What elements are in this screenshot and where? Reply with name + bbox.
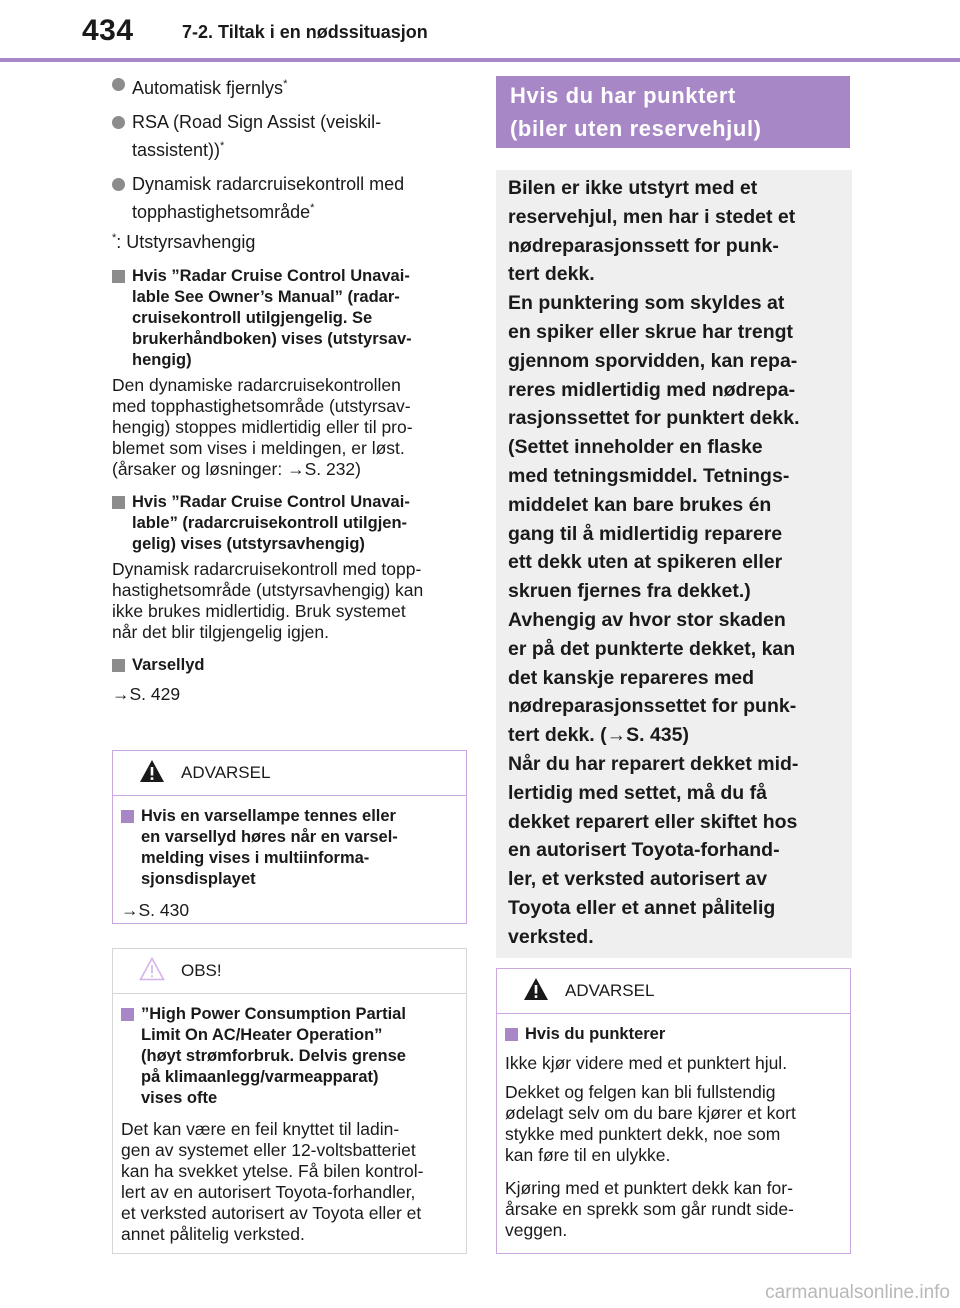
left-column xyxy=(112,72,472,717)
section-body: Det kan være en feil knyttet til ladin- gen av systemet eller 12-voltsbatteriet kan ha svekket ytelse. Få bilen kontrol- lert av en autorisert Toyota-forhandler, et verksted autorisert av Toyota eller et annet pålitelig verksted. xyxy=(121,1119,424,1244)
warning-label: ADVARSEL xyxy=(181,763,271,782)
section-body: Den dynamiske radarcruisekontrollen med topphastighetsområde (utstyrsav- hengig) stoppes midlertidig eller til pro- blemet som vises i meldingen, er løst. (årsaker og løsninger: →S. 232) xyxy=(112,375,413,479)
bullet-text: Dynamisk radarcruisekontroll med xyxy=(132,174,405,194)
section-heading: Hvis ”Radar Cruise Control Unavai- lable” (radarcruisekontroll utilgjen- gelig) vises (utstyrsavhengig) xyxy=(112,492,472,555)
section-heading: Hvis du punkterer xyxy=(505,1024,842,1045)
square-bullet-icon xyxy=(121,810,134,823)
intro-panel: Bilen er ikke utstyrt med et reservehjul, men har i stedet et nødreparasjonssett for punk- tert dekk. En punktering som skyldes at en spiker eller skrue har trengt gjennom sporvidden, kan repa- reres midlertidig med nødrepa- rasjonssettet for punktert dekk. (Settet inneholder en flaske med tetningsmiddel. Tetnings- middelet kan bare brukes én gang til å midlertidig reparere ett dekk uten at spikeren eller skruen fjernes fra dekket.) Avhengig av hvor stor skaden er på det punkterte dekket, kan det kanskje repareres med nødreparasjonssettet for punk- tert dekk. (→S. 435) Når du har reparert dekket mid- lertidig med settet, må du få dekket reparert eller skiftet hos en autorisert Toyota-forhand- ler, et verksted autorisert av Toyota eller et annet pålitelig verksted. xyxy=(496,170,852,958)
header-rule xyxy=(0,58,960,62)
page-number: 434 xyxy=(82,14,134,47)
bullet-dot-icon xyxy=(112,178,125,191)
page-reference[interactable]: tert dekk. (→S. 435) xyxy=(508,724,689,747)
footnote-text: : Utstyrsavhengig xyxy=(116,232,256,252)
bullet-text: topphastighetsområde xyxy=(132,202,311,222)
warning-paragraph: Ikke kjør videre med et punktert hjul. xyxy=(505,1053,788,1073)
bullet-dot-icon xyxy=(112,116,125,129)
square-bullet-icon xyxy=(505,1028,518,1041)
bullet-text: RSA (Road Sign Assist (veiskil- xyxy=(132,112,382,132)
footnote-mark: * xyxy=(112,232,117,244)
bullet-text: tassistent)) xyxy=(132,140,221,160)
warning-paragraph: Dekket og felgen kan bli fullstendig ødelagt selv om du bare kjører et kort stykke med punktert dekk, noe som kan føre til en ulykke. xyxy=(505,1082,796,1165)
page-title: Hvis du har punktert (biler uten reservehjul) xyxy=(496,76,850,148)
square-bullet-icon xyxy=(112,496,125,509)
warning-box-body xyxy=(113,796,466,943)
warning-box-header xyxy=(497,969,850,1014)
caution-triangle-icon xyxy=(139,957,165,981)
warning-box-body xyxy=(497,1014,850,1263)
notice-label: OBS! xyxy=(181,961,222,980)
warning-triangle-icon xyxy=(523,977,549,1001)
footnote-mark: * xyxy=(220,140,225,152)
notice-box-header xyxy=(113,949,466,994)
watermark: carmanualsonline.info xyxy=(765,1282,950,1303)
section-title: 7-2. Tiltak i en nødssituasjon xyxy=(182,22,428,42)
list-item xyxy=(112,172,472,224)
square-bullet-icon xyxy=(112,270,125,283)
list-item xyxy=(112,72,472,100)
page-header xyxy=(0,0,960,62)
footnote xyxy=(112,226,472,254)
section-heading: ”High Power Consumption Partial Limit On AC/Heater Operation” (høyt strømforbruk. Delvis grense på klimaanlegg/varmeapparat) vises ofte xyxy=(121,1004,458,1109)
warning-box-header xyxy=(113,751,466,796)
footnote-mark: * xyxy=(283,78,288,90)
section-heading: Varsellyd xyxy=(112,655,472,676)
page-reference[interactable]: →S. 430 xyxy=(121,900,190,920)
warning-box xyxy=(112,750,467,924)
square-bullet-icon xyxy=(121,1008,134,1021)
section-heading: Hvis ”Radar Cruise Control Unavai- lable See Owner’s Manual” (radar- cruisekontroll utilgjengelig. Se brukerhåndboken) vises (utstyrsav- hengig) xyxy=(112,266,472,371)
warning-box xyxy=(496,968,851,1254)
notice-box-body xyxy=(113,994,466,1267)
square-bullet-icon xyxy=(112,659,125,672)
section-heading: Hvis en varsellampe tennes eller en varsellyd høres når en varsel- melding vises i multiinforma- sjonsdisplayet xyxy=(121,806,458,890)
warning-paragraph: Kjøring med et punktert dekk kan for- årsake en sprekk som går rundt side- veggen. xyxy=(505,1178,794,1240)
page-reference[interactable]: →S. 429 xyxy=(112,684,181,704)
notice-box xyxy=(112,948,467,1254)
page-reference[interactable]: (årsaker og løsninger: →S. 232) xyxy=(112,459,361,479)
bullet-text: Automatisk fjernlys xyxy=(132,78,284,98)
list-item xyxy=(112,110,472,162)
bullet-dot-icon xyxy=(112,78,125,91)
section-body: Dynamisk radarcruisekontroll med topp- hastighetsområde (utstyrsavhengig) kan ikke brukes midlertidig. Bruk systemet når det blir tilgjengelig igjen. xyxy=(112,559,424,642)
warning-triangle-icon xyxy=(139,759,165,783)
warning-label: ADVARSEL xyxy=(565,981,655,1000)
footnote-mark: * xyxy=(310,202,315,214)
